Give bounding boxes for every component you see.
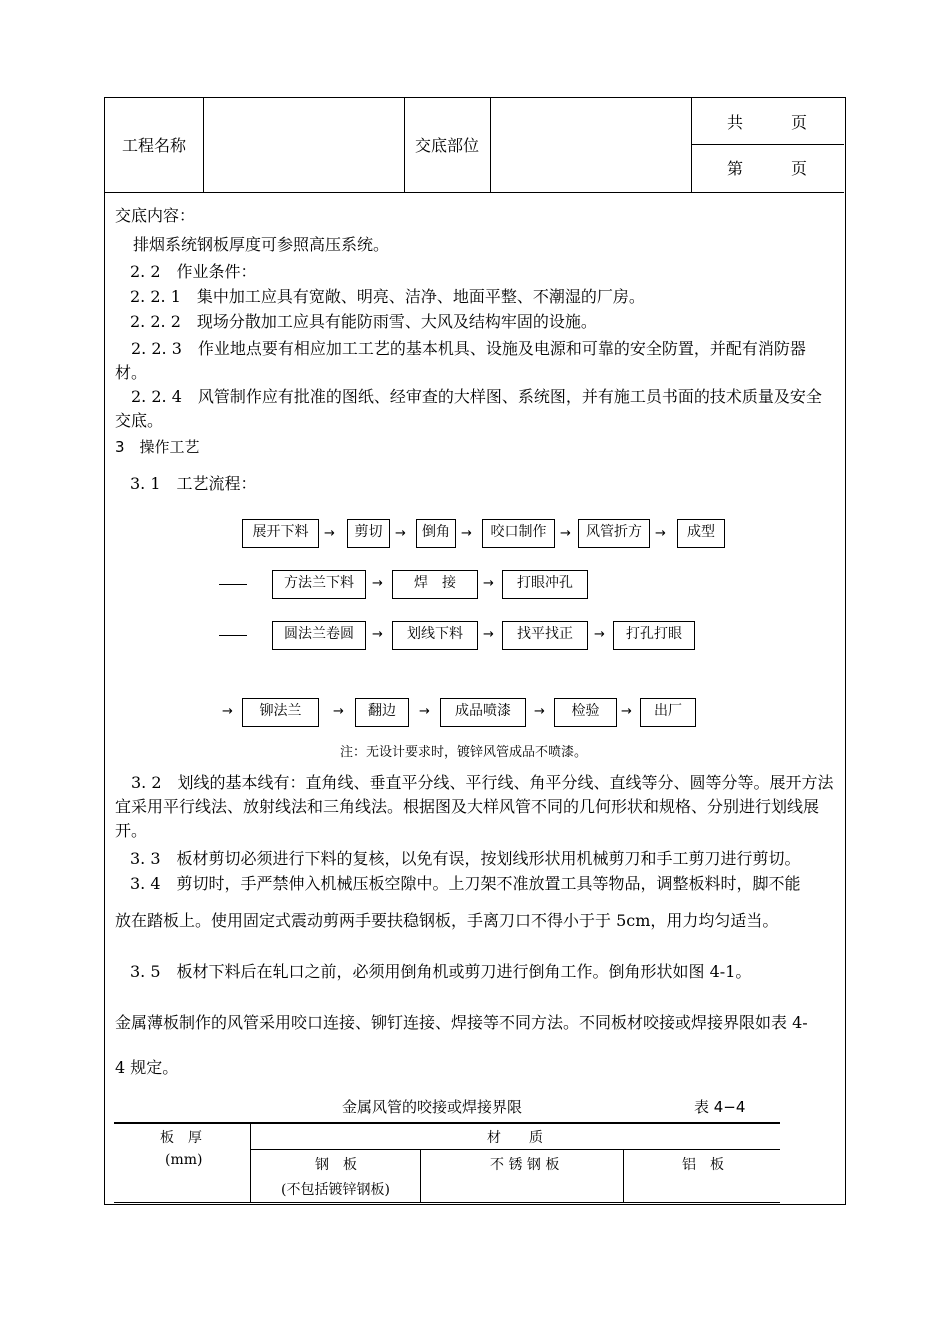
flow-arrow: → <box>534 704 545 719</box>
subheader-steel: 钢 板 <box>315 1157 357 1173</box>
flow-arrow: → <box>594 627 605 642</box>
flow-step: 找平找正 <box>502 621 588 650</box>
paragraph: 2. 2. 3 作业地点要有相应加工工艺的基本机具、设施及电源和可靠的安全防置，并配有消防器材。 <box>115 339 806 382</box>
table-top-rule <box>114 1122 780 1124</box>
flow-arrow: → <box>483 576 494 591</box>
flow-step: 划线下料 <box>392 621 478 650</box>
subheader-stainless: 不 锈 钢 板 <box>490 1157 560 1173</box>
flow-connector <box>219 584 247 585</box>
paragraph: 2. 2. 4 风管制作应有批准的图纸、经审查的大样图、系统图，并有施工员书面的技术质量及安全交底。 <box>115 387 822 430</box>
subheader-aluminum: 铝 板 <box>682 1157 724 1173</box>
paragraph: 金属薄板制作的风管采用咬口连接、铆钉连接、焊接等不同方法。不同板材咬接或焊接界限如表 4- <box>115 1013 808 1032</box>
paragraph: 3. 4 剪切时，手严禁伸入机械压板空隙中。上刀架不准放置工具等物品，调整板料时，脚不能 <box>130 874 801 893</box>
flow-step: 成品喷漆 <box>440 698 526 727</box>
flow-arrow: → <box>560 526 571 541</box>
flow-connector <box>219 635 247 636</box>
page-number-label: 第 页 <box>727 159 808 178</box>
flow-step: 方法兰下料 <box>272 570 366 599</box>
flow-arrow: → <box>372 627 383 642</box>
paragraph: 3. 5 板材下料后在轧口之前，必须用倒角机或剪刀进行倒角工作。倒角形状如图 4-1。 <box>130 962 752 981</box>
flow-step: 打眼冲孔 <box>502 570 588 599</box>
flow-step: 检验 <box>554 698 617 727</box>
flow-note: 注：无设计要求时，镀锌风管成品不喷漆。 <box>340 745 588 760</box>
flow-step: 翻边 <box>355 698 409 727</box>
flow-step: 打孔打眼 <box>613 621 695 650</box>
flow-step: 倒角 <box>416 519 456 548</box>
flow-step: 风管折方 <box>578 519 650 548</box>
flow-arrow: → <box>483 627 494 642</box>
flow-arrow: → <box>419 704 430 719</box>
total-pages-label: 共 页 <box>727 113 808 132</box>
paragraph: 2. 2. 1 集中加工应具有宽敞、明亮、洁净、地面平整、不潮湿的厂房。 <box>130 287 645 306</box>
paragraph: 2. 2 作业条件： <box>130 262 257 281</box>
flow-step: 焊 接 <box>392 570 478 599</box>
handover-part-label: 交底部位 <box>415 136 480 155</box>
flow-step: 成型 <box>677 519 725 548</box>
flow-step: 展开下料 <box>242 519 319 548</box>
flow-arrow: → <box>461 526 472 541</box>
table-title: 金属风管的咬接或焊接界限 <box>342 1098 523 1116</box>
column-header-thickness: 板 厚 <box>160 1130 202 1146</box>
flow-arrow: → <box>655 526 666 541</box>
flow-arrow: → <box>621 704 632 719</box>
flow-arrow: → <box>222 704 233 719</box>
table-number: 表 4−4 <box>694 1098 746 1116</box>
flow-step: 铆法兰 <box>242 698 319 727</box>
flow-arrow: → <box>372 576 383 591</box>
flow-step: 咬口制作 <box>482 519 555 548</box>
paragraph: 排烟系统钢板厚度可参照高压系统。 <box>133 235 390 254</box>
column-header-material: 材 质 <box>487 1130 543 1146</box>
paragraph: 3. 3 板材剪切必须进行下料的复核，以免有误，按划线形状用机械剪刀和手工剪刀进行剪切。 <box>130 849 801 868</box>
paragraph: 2. 2. 2 现场分散加工应具有能防雨雪、大风及结构牢固的设施。 <box>130 312 597 331</box>
column-header-thickness-unit: (mm) <box>165 1152 203 1168</box>
subheader-steel-note: (不包括镀锌钢板) <box>281 1182 390 1198</box>
form-header <box>105 98 844 193</box>
paragraph: 放在踏板上。使用固定式震动剪两手要扶稳钢板，手离刀口不得小于于 5cm，用力均匀适当。 <box>115 911 779 930</box>
content-label: 交底内容： <box>115 206 196 225</box>
section-heading: 3 操作工艺 <box>115 438 200 456</box>
handover-form <box>104 97 846 1205</box>
project-name-label: 工程名称 <box>122 136 187 155</box>
paragraph: 4 规定。 <box>115 1058 179 1077</box>
flow-arrow: → <box>333 704 344 719</box>
flow-arrow: → <box>395 526 406 541</box>
paragraph: 3. 2 划线的基本线有：直角线、垂直平分线、平行线、角平分线、直线等分、圆等分等。展开方法宜采用平行线法、放射线法和三角线法。根据图及大样风管不同的几何形状和规格、分别进行划线展开。 <box>115 773 834 840</box>
flow-step: 出厂 <box>640 698 696 727</box>
flow-step: 圆法兰卷圆 <box>272 621 366 650</box>
flow-arrow: → <box>324 526 335 541</box>
flow-step: 剪切 <box>347 519 390 548</box>
paragraph: 3. 1 工艺流程： <box>130 474 257 493</box>
